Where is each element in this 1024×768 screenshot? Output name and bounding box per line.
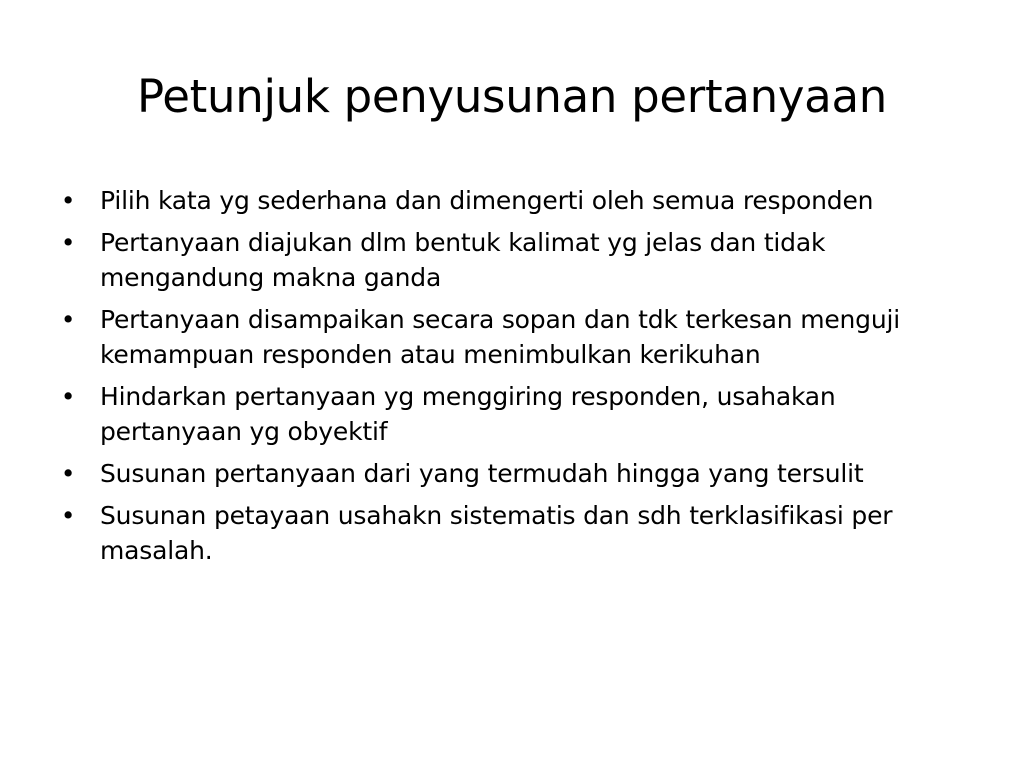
bullet-item: [60, 183, 980, 218]
bullet-text: Hindarkan pertanyaan yg menggiring responden, usahakan pertanyaan yg obyektif: [100, 382, 836, 446]
bullet-text: Pertanyaan diajukan dlm bentuk kalimat yg jelas dan tidak mengandung makna ganda: [100, 228, 826, 292]
bullet-text: Susunan pertanyaan dari yang termudah hingga yang tersulit: [100, 459, 864, 488]
bullet-item: [60, 379, 980, 449]
bullet-item: [60, 302, 980, 372]
bullet-item: [60, 498, 980, 568]
bullet-dot-icon: •: [60, 228, 76, 257]
bullet-item: [60, 456, 980, 491]
slide-title: Petunjuk penyusunan pertanyaan: [137, 70, 887, 123]
bullet-item: [60, 225, 980, 295]
bullet-dot-icon: •: [60, 382, 76, 411]
bullet-dot-icon: •: [60, 186, 76, 215]
bullet-dot-icon: •: [60, 501, 76, 530]
bullet-text: Pilih kata yg sederhana dan dimengerti oleh semua responden: [100, 186, 874, 215]
bullet-text: Pertanyaan disampaikan secara sopan dan tdk terkesan menguji kemampuan responden atau menimbulkan kerikuhan: [100, 305, 900, 369]
bullet-dot-icon: •: [60, 459, 76, 488]
bullet-dot-icon: •: [60, 305, 76, 334]
bullet-list: [60, 183, 980, 575]
bullet-text: Susunan petayaan usahakn sistematis dan sdh terklasifikasi per masalah.: [100, 501, 893, 565]
